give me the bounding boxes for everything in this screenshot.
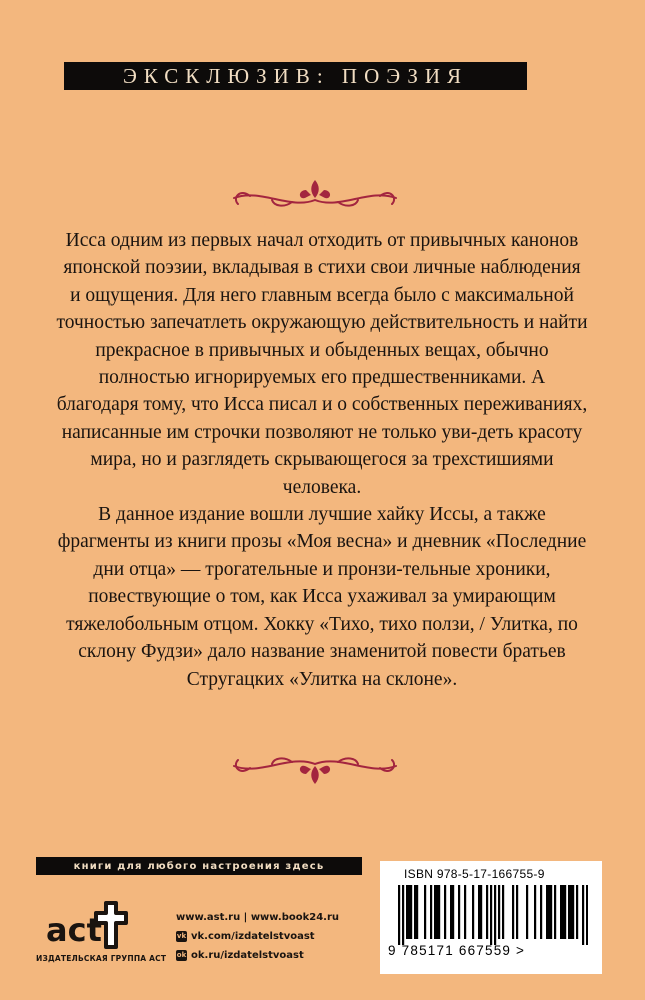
barcode-bar bbox=[582, 885, 584, 945]
slogan-text: книги для любого настроения здесь bbox=[73, 860, 325, 872]
barcode-bar bbox=[548, 885, 550, 939]
barcode-bar bbox=[408, 885, 410, 939]
barcode-bar bbox=[572, 885, 574, 939]
barcode-bar bbox=[554, 885, 556, 939]
vk-row[interactable] bbox=[176, 927, 339, 946]
ok-icon: ok bbox=[176, 951, 187, 959]
series-banner bbox=[64, 62, 527, 90]
barcode-bars bbox=[398, 885, 588, 945]
ornament-top-icon bbox=[230, 176, 400, 216]
barcode-bar bbox=[406, 885, 408, 939]
barcode-bar bbox=[416, 885, 418, 939]
barcode-bar bbox=[480, 885, 482, 939]
barcode-bar bbox=[534, 885, 536, 939]
barcode-bar bbox=[498, 885, 500, 939]
blurb-paragraph-2: В данное издание вошли лучшие хайку Иссы, а также фрагменты из книги прозы «Моя весна» и дневник «Последние дни отца» — трогательные и пронзи-тельные хроники, повествующие о том, как Исса ухаживал за умирающим тяжелобольным отцом. Хокку «Тихо, тихо ползи, / Улитка, по склону Фудзи» дало название знаменитой повести братьев Стругацких «Улитка на склоне». bbox=[57, 504, 587, 690]
barcode-bar bbox=[502, 885, 504, 939]
barcode-bar bbox=[452, 885, 454, 939]
barcode-digits: 9 785171 667559 > bbox=[388, 943, 526, 958]
barcode-bar bbox=[586, 885, 588, 945]
barcode-bar bbox=[486, 885, 488, 939]
barcode-bar bbox=[564, 885, 566, 939]
barcode-bar bbox=[398, 885, 400, 945]
barcode-bar bbox=[526, 885, 528, 939]
ast-logo bbox=[42, 893, 142, 953]
barcode-bar bbox=[402, 885, 404, 945]
barcode-bar bbox=[410, 885, 412, 939]
slogan-bar bbox=[36, 857, 362, 875]
barcode-bar bbox=[550, 885, 552, 939]
barcode-bar bbox=[436, 885, 438, 939]
barcode-bar bbox=[512, 885, 514, 939]
barcode-bar bbox=[546, 885, 548, 939]
barcode-bar bbox=[540, 885, 542, 939]
barcode-bar bbox=[516, 885, 518, 939]
barcode-bar bbox=[562, 885, 564, 939]
annotation-text bbox=[56, 227, 588, 693]
barcode-bar bbox=[576, 885, 578, 939]
barcode-bar bbox=[472, 885, 474, 939]
isbn-text: ISBN 978-5-17-166755-9 bbox=[404, 867, 545, 881]
vk-link[interactable]: vk.com/izdatelstvoast bbox=[191, 931, 315, 942]
vk-icon: vk bbox=[176, 932, 187, 940]
barcode-bar bbox=[570, 885, 572, 939]
barcode-bar bbox=[424, 885, 426, 939]
publisher-name: ИЗДАТЕЛЬСКАЯ ГРУППА АСТ bbox=[36, 954, 167, 963]
barcode-bar bbox=[450, 885, 452, 939]
websites-link[interactable]: www.ast.ru | www.book24.ru bbox=[176, 912, 340, 923]
ok-row[interactable] bbox=[176, 946, 339, 965]
barcode-bar bbox=[568, 885, 570, 939]
barcode-bar bbox=[478, 885, 480, 939]
barcode-bar bbox=[490, 885, 492, 945]
barcode-bar bbox=[464, 885, 466, 939]
ornament-bottom-icon bbox=[230, 748, 400, 788]
barcode-bar bbox=[458, 885, 460, 939]
series-label: ЭКСКЛЮЗИВ: ПОЭЗИЯ bbox=[122, 63, 469, 88]
barcode-bar bbox=[434, 885, 436, 939]
barcode-bar bbox=[430, 885, 432, 939]
barcode-bar bbox=[414, 885, 416, 939]
barcode-bar bbox=[560, 885, 562, 939]
barcode-bar bbox=[494, 885, 496, 945]
logo-text: act bbox=[46, 911, 102, 949]
publisher-links bbox=[176, 908, 339, 965]
blurb-paragraph-1: Исса одним из первых начал отходить от привычных канонов японской поэзии, вкладывая в стихи свои личные наблюдения и ощущения. Для него главным всегда было с максимальной точностью запечатлеть окружающую действительность и найти прекрасное в привычных и обыденных вещах, обычно полностью игнорируемых его предшественниками. А благодаря тому, что Исса писал и о собственных переживаниях, написанные им строчки позволяют не только уви-деть красоту мира, но и разглядеть скрывающегося за трехстишиями человека. bbox=[56, 230, 588, 498]
websites-row[interactable] bbox=[176, 908, 339, 927]
barcode-bar bbox=[438, 885, 440, 939]
barcode-bar bbox=[444, 885, 446, 939]
ok-link[interactable]: ok.ru/izdatelstvoast bbox=[191, 950, 304, 961]
barcode-box bbox=[380, 861, 602, 974]
